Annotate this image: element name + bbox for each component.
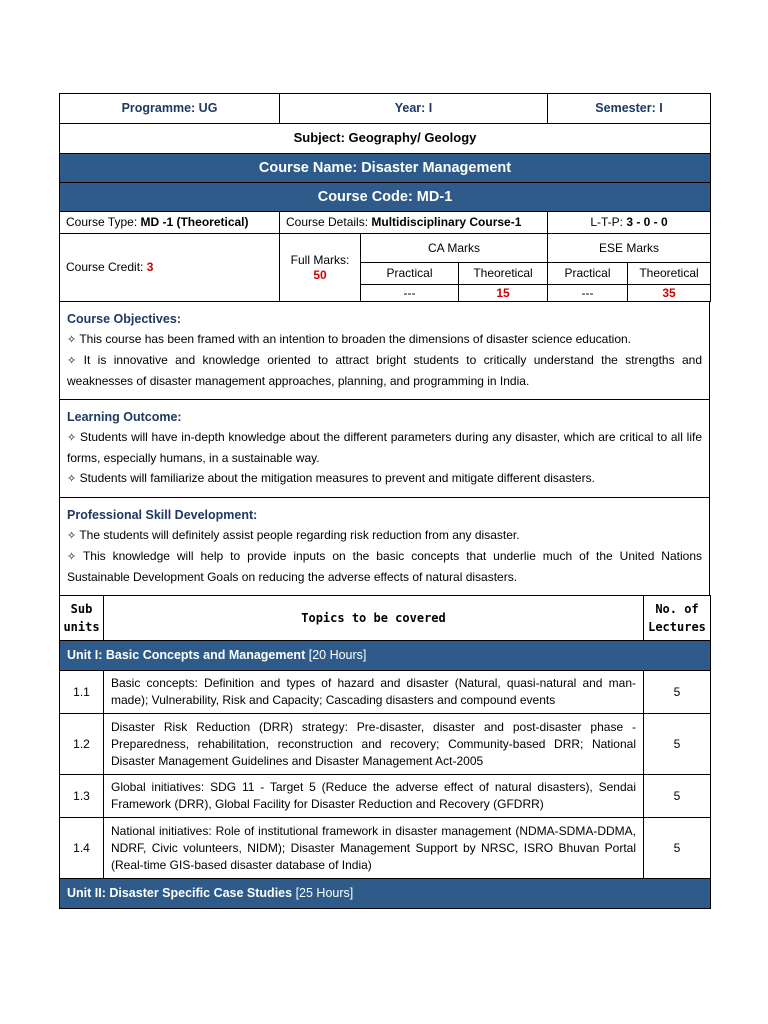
full-marks-value: 50: [313, 267, 327, 282]
ca-theoretical-value: 15: [459, 285, 548, 302]
year-cell: Year: I: [280, 94, 548, 124]
objective-item: [67, 350, 702, 391]
course-objectives-section: [60, 302, 710, 400]
course-credit-value: 3: [146, 260, 154, 274]
skill-text: The students will definitely assist people regarding risk reduction from any disaster.: [79, 528, 520, 542]
full-marks-cell: [280, 234, 361, 302]
course-name-banner: Course Name: Disaster Management: [60, 154, 711, 183]
unit-2-title: Unit II: Disaster Specific Case Studies: [67, 885, 293, 900]
skill-development-section: [60, 498, 710, 596]
sections-table: [59, 301, 710, 596]
table-row: [60, 818, 711, 879]
table-row: [60, 775, 711, 818]
outcome-text: Students will familiarize about the mitigation measures to prevent and mitigate different disasters.: [79, 471, 595, 485]
star-bullet-icon: ✧: [67, 529, 77, 542]
sub-unit-number: 1.2: [60, 714, 104, 775]
sub-unit-number: 1.3: [60, 775, 104, 818]
course-details-label: Course Details:: [286, 215, 372, 229]
skill-item: [67, 546, 702, 587]
course-type-label: Course Type:: [66, 215, 141, 229]
topics-header: Topics to be covered: [104, 596, 644, 641]
course-objectives-title: Course Objectives:: [67, 312, 181, 326]
star-bullet-icon: ✧: [67, 472, 77, 485]
sub-unit-number: 1.4: [60, 818, 104, 879]
programme-cell: Programme: UG: [60, 94, 280, 124]
course-credit-label: Course Credit:: [66, 260, 147, 274]
objective-text: It is innovative and knowledge oriented to attract bright students to critically understand the strengths and weaknesses of disaster management approaches, planning, and programming in India.: [67, 353, 702, 388]
outcome-item: [67, 427, 702, 468]
course-header-table: [59, 93, 711, 302]
table-row: [60, 671, 711, 714]
syllabus-document: [59, 93, 710, 909]
ca-marks-header: CA Marks: [361, 234, 548, 263]
skill-item: [67, 525, 702, 546]
topics-table: [59, 595, 711, 909]
skill-text: This knowledge will help to provide inputs on the basic concepts that underlie much of the United Nations Sustainable Development Goals on reducing the adverse effects of natural disasters.: [67, 549, 702, 584]
objective-text: This course has been framed with an intention to broaden the dimensions of disaster science education.: [79, 332, 632, 346]
ese-theoretical-label: Theoretical: [628, 263, 711, 285]
outcome-item: [67, 468, 702, 489]
star-bullet-icon: ✧: [67, 550, 77, 563]
full-marks-label: Full Marks:: [290, 252, 350, 267]
ca-theoretical-label: Theoretical: [459, 263, 548, 285]
unit-1-header: [60, 641, 711, 671]
lecture-count: 5: [644, 671, 711, 714]
course-type-cell: [60, 212, 280, 234]
ltp-label: L-T-P:: [590, 215, 627, 229]
sub-units-header: Sub units: [60, 596, 104, 641]
course-code-banner: Course Code: MD-1: [60, 183, 711, 212]
objective-item: [67, 329, 702, 350]
subject-cell: Subject: Geography/ Geology: [60, 124, 711, 154]
skill-development-title: Professional Skill Development:: [67, 508, 258, 522]
ca-practical-value: ---: [361, 285, 459, 302]
unit-2-header: [60, 879, 711, 909]
course-credit-cell: [60, 234, 280, 302]
topic-text: Disaster Risk Reduction (DRR) strategy: Pre-disaster, disaster and post-disaster phase - Preparedness, rehabilitation, reconstruction and recovery; Community-based DRR; National Disaster Management Guidelines and Disaster Management Act-2005: [104, 714, 644, 775]
semester-cell: Semester: I: [548, 94, 711, 124]
learning-outcome-section: [60, 400, 710, 498]
ltp-cell: [548, 212, 711, 234]
star-bullet-icon: ✧: [67, 431, 77, 444]
unit-2-hours: [25 Hours]: [295, 885, 354, 900]
table-row: [60, 714, 711, 775]
course-details-cell: [280, 212, 548, 234]
lecture-count: 5: [644, 818, 711, 879]
ese-practical-label: Practical: [548, 263, 628, 285]
topic-text: Basic concepts: Definition and types of hazard and disaster (Natural, quasi-natural and man-made); Vulnerability, Risk and Capacity; Cascading disasters and compound events: [104, 671, 644, 714]
ese-marks-header: ESE Marks: [548, 234, 711, 263]
star-bullet-icon: ✧: [67, 333, 77, 346]
outcome-text: Students will have in-depth knowledge about the different parameters during any disaster, which are critical to all life forms, especially humans, in a sustainable way.: [67, 430, 702, 465]
ese-theoretical-value: 35: [628, 285, 711, 302]
course-type-value: MD -1 (Theoretical): [140, 215, 249, 229]
lectures-header: No. of Lectures: [644, 596, 711, 641]
lecture-count: 5: [644, 714, 711, 775]
course-details-value: Multidisciplinary Course-1: [371, 215, 522, 229]
unit-1-title: Unit I: Basic Concepts and Management: [67, 647, 306, 662]
topic-text: Global initiatives: SDG 11 - Target 5 (Reduce the adverse effect of natural disasters), Sendai Framework (DRR), Global Facility for Disaster Reduction and Recovery (GFDRR): [104, 775, 644, 818]
unit-1-hours: [20 Hours]: [308, 647, 367, 662]
ca-practical-label: Practical: [361, 263, 459, 285]
learning-outcome-title: Learning Outcome:: [67, 410, 182, 424]
lecture-count: 5: [644, 775, 711, 818]
ltp-value: 3 - 0 - 0: [626, 215, 668, 229]
topic-text: National initiatives: Role of institutional framework in disaster management (NDMA-SDMA-DDMA, NDRF, Civic volunteers, NIDM); Disaster Management Support by NRSC, ISRO Bhuvan Portal (Real-time GIS-based disaster database of India): [104, 818, 644, 879]
sub-unit-number: 1.1: [60, 671, 104, 714]
ese-practical-value: ---: [548, 285, 628, 302]
star-bullet-icon: ✧: [67, 354, 77, 367]
